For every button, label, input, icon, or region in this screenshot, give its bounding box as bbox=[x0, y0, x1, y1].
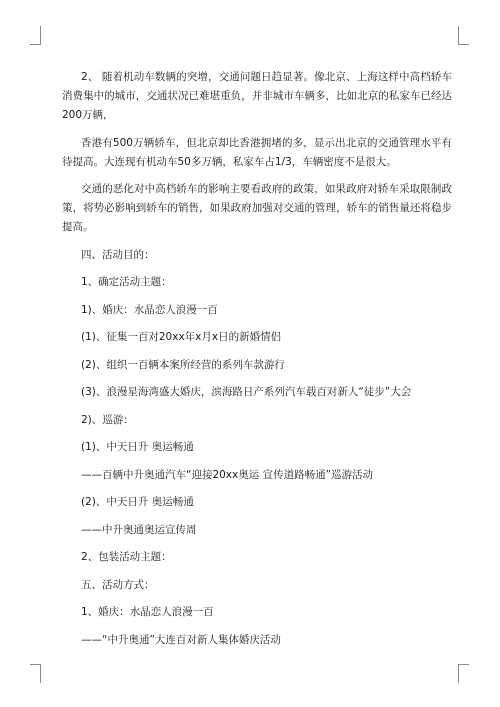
paragraph-hongkong-comparison: 香港有500万辆轿车，但北京却比香港拥堵的多，显示出北京的交通管理水平有待提高。大连现有机动车50多万辆，私家车占1/3，车辆密度不是很大。 bbox=[62, 136, 452, 168]
list-item-parade-2-desc: ——中升奥通奥运宣传周 bbox=[81, 523, 197, 536]
paragraph-traffic-growth: 2、 随着机动车数辆的突增，交通问题日趋显著。像北京、上海这样中高档轿车消费集中的城市，交通状况已难堪重负，并非城市车辆多，比如北京的私家车已经达200万辆， bbox=[62, 71, 452, 121]
list-item-parade-2: (2)、中天日升 奥运畅通 bbox=[81, 496, 194, 508]
list-item-method-wedding: 1、婚庆：水晶恋人浪漫一百 bbox=[81, 606, 214, 618]
crop-mark-bottom-right bbox=[458, 664, 469, 683]
list-item-wedding: 1)、婚庆：水晶恋人浪漫一百 bbox=[81, 303, 218, 316]
document-body bbox=[62, 68, 452, 658]
crop-mark-top-right bbox=[458, 26, 469, 45]
list-item-wedding-3: (3)、浪漫星海湾盛大婚庆，滨海路日产系列汽车载百对新人“徒步”大会 bbox=[81, 386, 412, 398]
section-heading-activity-goal: 四、活动目的： bbox=[81, 248, 155, 261]
paragraph-policy-impact: 交通的恶化对中高档轿车的影响主要看政府的政策，如果政府对轿车采取限制政策，将势必影响到轿车的销售，如果政府加强对交通的管理，轿车的销售量还将稳步提高。 bbox=[62, 183, 452, 233]
list-item-wedding-2: (2)、组织一百辆本案所经营的系列车款游行 bbox=[81, 358, 285, 371]
list-item-parade-1: (1)、中天日升 奥运畅通 bbox=[81, 441, 194, 453]
crop-mark-top-left bbox=[30, 26, 41, 45]
list-item-wedding-1: (1)、征集一百对20xx年x月x日的新婚情侣 bbox=[81, 331, 282, 343]
list-item-package-theme: 2、包装活动主题： bbox=[81, 551, 172, 563]
list-item-method-wedding-desc: ——“中升奥通”大连百对新人集体婚庆活动 bbox=[81, 633, 281, 646]
list-item-parade: 2)、巡游： bbox=[81, 413, 134, 426]
section-heading-activity-method: 五、活动方式： bbox=[81, 578, 155, 591]
list-item-theme: 1、确定活动主题： bbox=[81, 276, 172, 288]
list-item-parade-1-desc: ——百辆中升奥通汽车“迎接20xx奥运 宣传道路畅通”巡游活动 bbox=[81, 468, 374, 481]
crop-mark-bottom-left bbox=[30, 664, 41, 683]
